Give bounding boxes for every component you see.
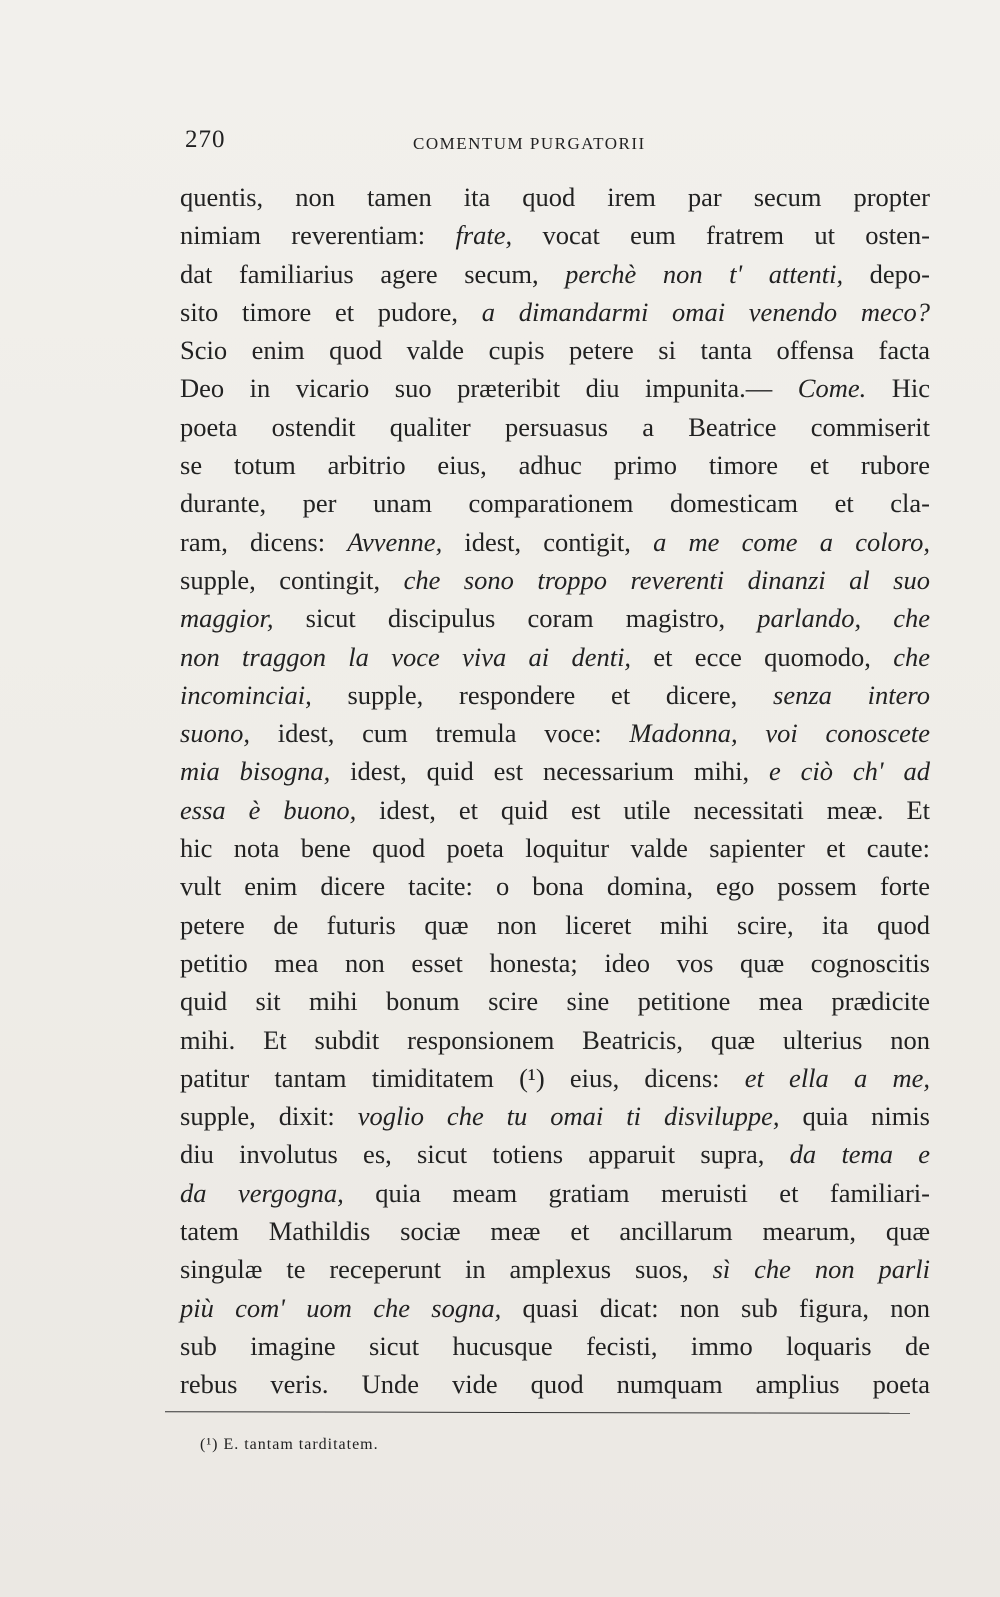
page-number: 270 — [185, 126, 226, 153]
text-segment: idest, quid est necessarium mihi, — [330, 756, 769, 787]
text-line — [180, 944, 930, 982]
text-line — [180, 1327, 930, 1365]
text-line — [180, 829, 930, 867]
text-segment: poeta ostendit qualiter persuasus a Beatrice commiserit — [180, 411, 930, 442]
text-segment: rebus veris. Unde vide quod numquam amplius poeta — [180, 1369, 930, 1400]
italic-quote: et ella a me, — [744, 1062, 930, 1093]
text-line — [180, 523, 930, 561]
text-segment: Deo in vicario suo præteribit diu impunita.— — [180, 373, 798, 404]
text-segment: se totum arbitrio eius, adhuc primo timore et rubore — [180, 450, 930, 481]
text-line — [180, 1212, 930, 1250]
text-line — [180, 1289, 930, 1327]
italic-quote: più com' uom che sogna, — [180, 1292, 502, 1323]
text-line — [180, 1365, 930, 1403]
text-segment: quia nimis — [779, 1101, 930, 1132]
running-title: COMENTUM PURGATORII — [413, 134, 646, 153]
text-segment: vult enim dicere tacite: o bona domina, ego possem forte — [180, 871, 930, 902]
commentary-text — [180, 178, 930, 1404]
text-line — [180, 752, 930, 790]
text-line — [180, 1174, 930, 1212]
italic-quote: mia bisogna, — [180, 756, 331, 787]
text-line — [180, 255, 930, 293]
footnote: (¹) E. tantam tarditatem. — [200, 1436, 379, 1453]
text-segment: idest, contigit, — [442, 526, 654, 557]
text-line — [180, 638, 930, 676]
text-segment: durante, per unam comparationem domesticam et cla- — [180, 488, 930, 519]
italic-quote: che — [893, 641, 930, 672]
italic-quote: perchè non t' attenti, — [565, 258, 844, 289]
text-line — [180, 1135, 930, 1173]
italic-quote: parlando, che — [757, 603, 930, 634]
text-segment: dat familiarius agere secum, — [180, 258, 566, 289]
text-segment: idest, cum tremula voce: — [249, 718, 630, 749]
text-segment: vocat eum fratrem ut osten- — [512, 220, 930, 251]
text-line — [180, 1021, 930, 1059]
italic-quote: non traggon la voce viva ai denti, — [180, 641, 632, 672]
text-line — [180, 867, 930, 905]
text-line — [180, 484, 930, 522]
page-header — [185, 126, 935, 166]
text-line — [180, 1250, 930, 1288]
text-segment: et ecce quomodo, — [631, 641, 894, 672]
text-line — [180, 561, 930, 599]
text-segment: singulæ te receperunt in amplexus suos, — [180, 1254, 713, 1285]
text-line — [180, 791, 930, 829]
text-segment: patitur tantam timiditatem (¹) eius, dicens: — [180, 1062, 745, 1093]
text-line — [180, 408, 930, 446]
text-line — [180, 1097, 930, 1135]
italic-quote: voglio che tu omai ti disviluppe, — [357, 1101, 780, 1132]
italic-quote: che sono troppo reverenti dinanzi al suo — [403, 564, 930, 595]
italic-quote: incominciai, — [180, 679, 312, 710]
text-segment: hic nota bene quod poeta loquitur valde sapienter et caute: — [180, 833, 930, 864]
text-line — [180, 369, 930, 407]
italic-quote: da vergogna, — [180, 1177, 344, 1208]
text-segment: quid sit mihi bonum scire sine petitione mea prædicite — [180, 986, 930, 1017]
text-segment: Scio enim quod valde cupis petere si tanta offensa facta — [180, 335, 930, 366]
text-segment: quentis, non tamen ita quod irem par secum propter — [180, 182, 930, 212]
text-line — [180, 1059, 930, 1097]
italic-quote: Come. — [797, 373, 867, 404]
text-segment: supple, dixit: — [180, 1101, 358, 1132]
italic-quote: e ciò ch' ad — [768, 756, 930, 787]
italic-quote: frate, — [455, 220, 513, 251]
text-segment: quia meam gratiam meruisti et familiari- — [343, 1177, 930, 1208]
italic-quote: maggior, — [180, 603, 274, 634]
text-segment: petitio mea non esset honesta; ideo vos quæ cognoscitis — [180, 947, 930, 978]
text-segment: sicut discipulus coram magistro, — [273, 603, 758, 634]
text-segment: tatem Mathildis sociæ meæ et ancillarum mearum, quæ — [180, 1216, 930, 1247]
italic-quote: a dimandarmi omai venendo meco? — [481, 296, 930, 327]
text-segment: supple, contingit, — [180, 564, 404, 595]
text-segment: diu involutus es, sicut totiens apparuit supra, — [180, 1139, 790, 1170]
text-line — [180, 982, 930, 1020]
italic-quote: sì che non parli — [712, 1254, 930, 1285]
italic-quote: Madonna, voi conoscete — [629, 718, 930, 749]
text-segment: nimiam reverentiam: — [180, 220, 456, 251]
text-segment: supple, respondere et dicere, — [311, 679, 774, 710]
text-segment: idest, et quid est utile necessitati meæ. Et — [356, 794, 931, 825]
text-line — [180, 714, 930, 752]
text-segment: sub imagine sicut hucusque fecisti, immo loquaris de — [180, 1330, 930, 1361]
text-line — [180, 293, 930, 331]
italic-quote: Avvenne, — [347, 526, 443, 557]
text-segment: sito timore et pudore, — [180, 296, 482, 327]
text-line — [180, 216, 930, 254]
text-line — [180, 178, 930, 216]
text-line — [180, 599, 930, 637]
text-line — [180, 446, 930, 484]
text-segment: depo- — [843, 258, 931, 289]
italic-quote: senza intero — [773, 679, 930, 710]
italic-quote: suono, — [180, 718, 250, 749]
text-line — [180, 331, 930, 369]
text-segment: quasi dicat: non sub figura, non — [501, 1292, 931, 1323]
italic-quote: a me come a coloro, — [653, 526, 931, 557]
footnote-rule — [165, 1411, 910, 1414]
italic-quote: essa è buono, — [180, 794, 357, 825]
italic-quote: da tema e — [789, 1139, 930, 1170]
text-line — [180, 906, 930, 944]
text-line — [180, 676, 930, 714]
text-segment: petere de futuris quæ non liceret mihi scire, ita quod — [180, 909, 930, 940]
text-segment: mihi. Et subdit responsionem Beatricis, quæ ulterius non — [180, 1024, 930, 1055]
text-segment: ram, dicens: — [180, 526, 348, 557]
text-segment: Hic — [866, 373, 930, 404]
